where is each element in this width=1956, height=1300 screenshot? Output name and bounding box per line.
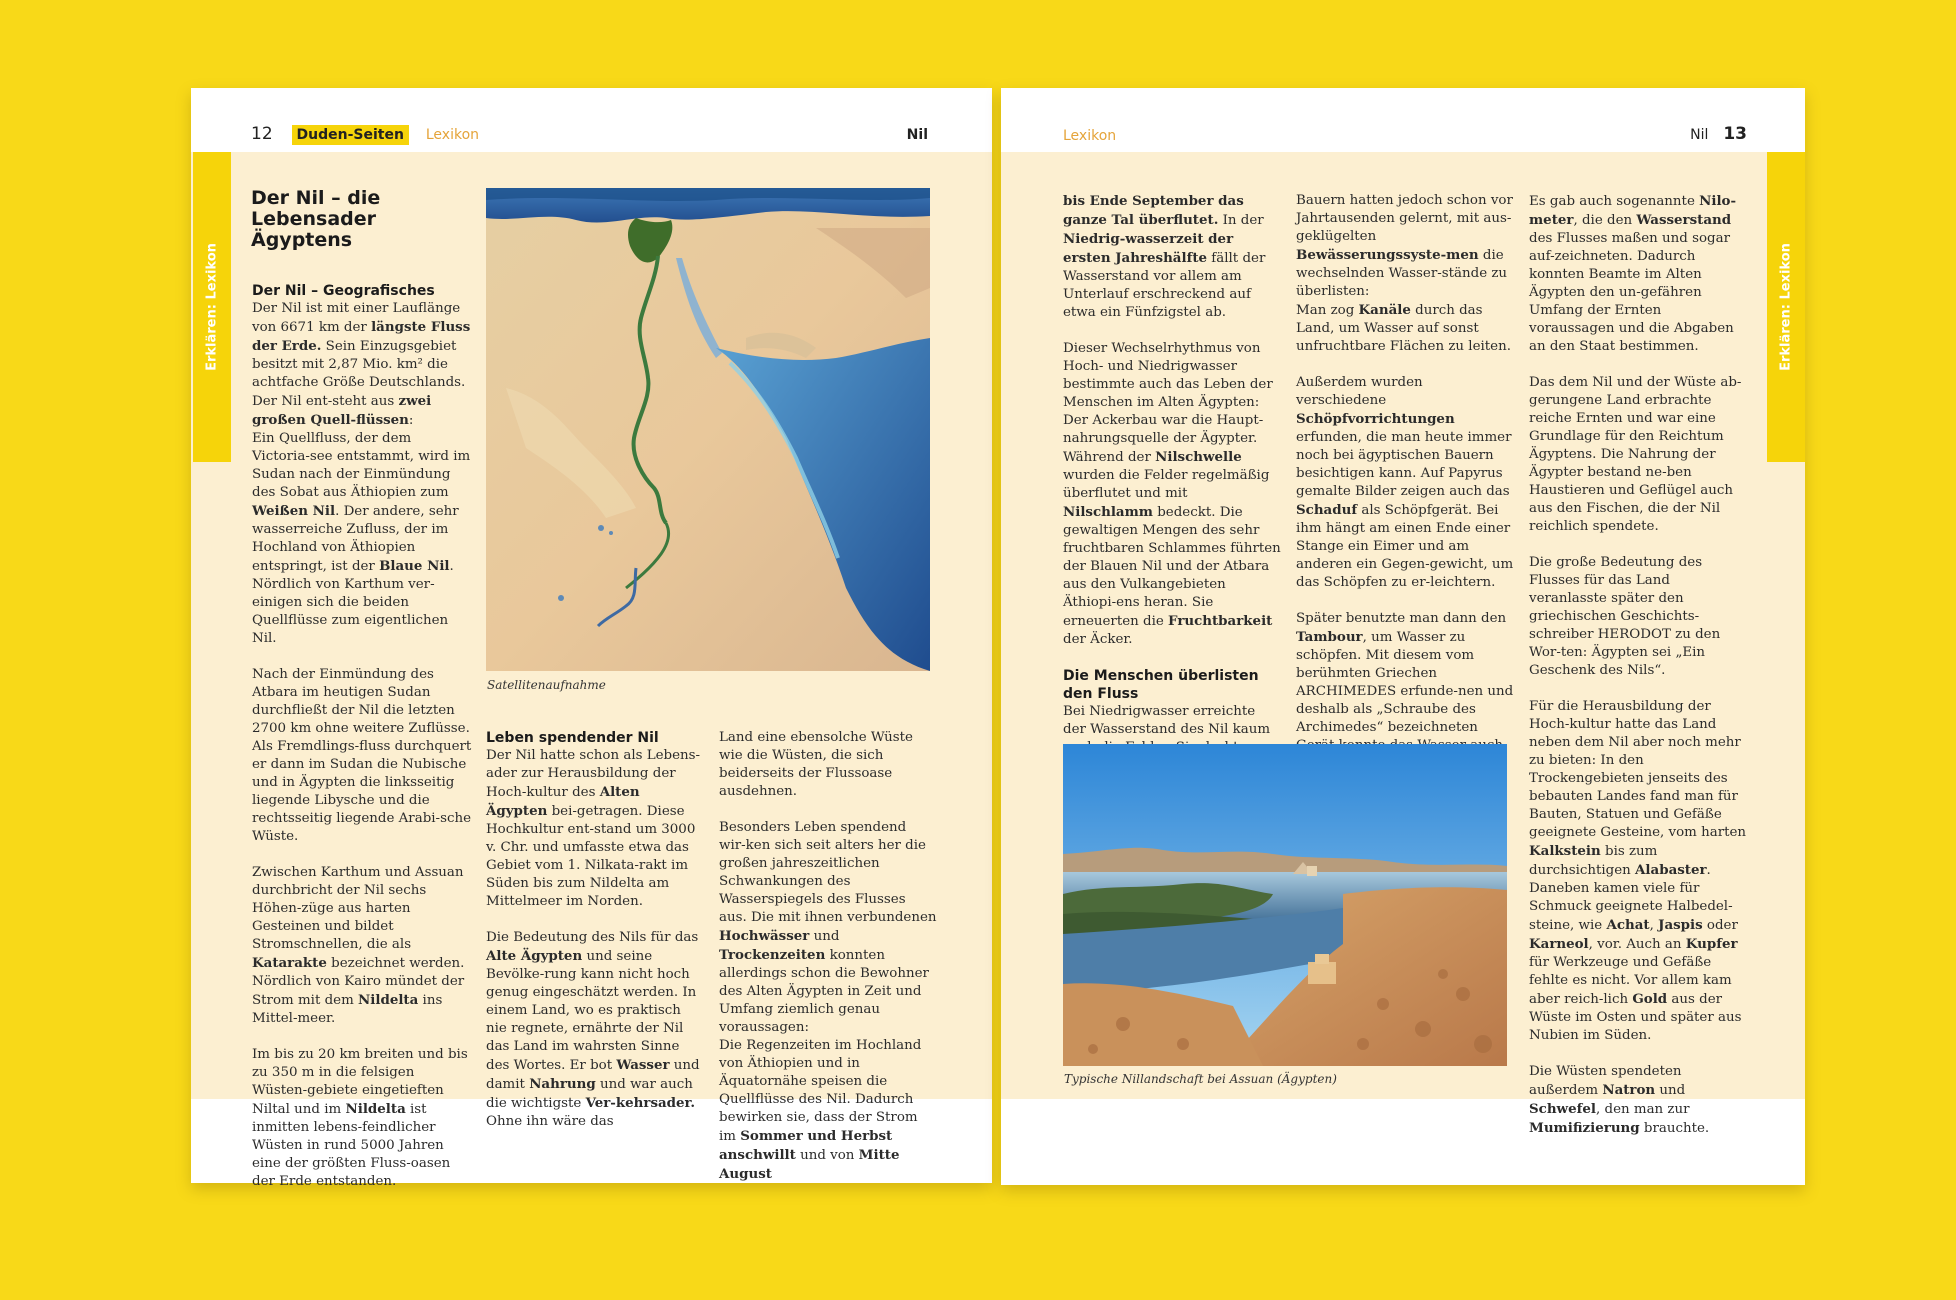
assuan-photo-caption: Typische Nillandschaft bei Assuan (Ägypten): [1064, 1072, 1337, 1086]
paragraph: Es gab auch sogenannte Nilo-meter, die den Wasserstand des Flusses maßen und sogar auf-zeichneten. Dadurch konnten Beamte im Alten Ägypten den un-gefähren Umfang der Ernten voraussagen und die Abgaben an den Staat bestimmen.: [1529, 193, 1737, 354]
right-section-label: Lexikon: [1063, 128, 1117, 144]
paragraph: Ein Quellfluss, der dem Victoria-see entstammt, wird im Sudan nach der Einmündung des Sobat aus Äthiopien zum Weißen Nil. Der andere, sehr wasserreiche Zufluss, der im Hochland von Äthiopien entspringt, ist der Blaue Nil. Nördlich von Karthum ver-einigen sich die beiden Quellflüsse zum eigentlichen Nil.: [252, 431, 471, 646]
left-column-3: [719, 729, 937, 1202]
paragraph: Außerdem wurden verschiedene Schöpfvorrichtungen erfunden, die man heute immer noch bei ägyptischen Bauern besichtigen kann. Auf Papyrus gemalte Bilder zeigen auch das Schaduf als Schöpfgerät. Bei ihm hängt am einen Ende einer Stange ein Eimer und am anderen ein Gegen-gewicht, um das Schöpfen zu er-leichtern.: [1296, 375, 1514, 590]
paragraph: Land eine ebensolche Wüste wie die Wüsten, die sich beiderseits der Flussoase ausdehnen.: [719, 730, 913, 799]
paragraph: Später benutzte man dann den Tambour, um Wasser zu schöpfen. Mit diesem vom berühmten Griechen ARCHIMEDES erfunde-nen und deshalb als „Schraube des Archimedes“ bezeichneten: [1296, 611, 1514, 735]
subheading-geografisches: Der Nil – Geografisches: [252, 283, 435, 299]
paragraph: bis Ende September das ganze Tal überflutet. In der Niedrig-wasserzeit der ersten Jahreshälfte fällt der Wasserstand vor allem am Unterlauf erschreckend auf etwa ein Fünfzigstel ab.: [1063, 193, 1266, 320]
assuan-photo: [1063, 744, 1507, 1066]
article-title: Der Nil – die Lebensader Ägyptens: [251, 187, 381, 251]
series-badge: Duden-Seiten: [292, 125, 409, 145]
satellite-image-graphic: [486, 188, 930, 671]
left-column-1: [252, 282, 472, 1209]
paragraph: Bauern hatten jedoch schon vor Jahrtausenden gelernt, mit aus-geklügelten Bewässerungssyste-men die wechselnden Wasser-stände zu überlisten: Man zog Kanäle durch das Land, um Wasser auf sonst unfruchtbare Flächen zu leiten.: [1296, 193, 1513, 354]
paragraph: Die große Bedeutung des Flusses für das Land veranlasste später den griechischen Geschichts-schreiber HERODOT zu den Wor-ten: Ägypten sei „Ein Geschenk des Nils“.: [1529, 555, 1721, 678]
left-side-tab-label: Erklären: Lexikon: [204, 243, 220, 371]
left-page-number: 12: [251, 124, 273, 144]
paragraph: Bei Niedrigwasser erreichte der Wasserstand des Nil kaum: [1063, 704, 1271, 737]
right-page-number: 13: [1723, 124, 1747, 144]
left-page: [191, 88, 992, 1189]
paragraph: Im bis zu 20 km breiten und bis zu 350 m in die felsigen Wüsten-gebiete eingetieften Niltal und im Nildelta ist inmitten lebens-feindlicher Wüsten in rund 5000 Jahren eine der größten Fluss-oasen der Erde entstanden.: [252, 1047, 468, 1189]
paragraph: Besonders Leben spendend wir-ken sich seit alters her die großen jahreszeitlichen Schwankungen des Wasserspiegels des Flusses aus. Die mit ihnen verbundenen Hochwässer und Trockenzeiten konnten allerdings schon die Bewohner des Alten Ägypten in Zeit und Umfang ziemlich genau voraussagen:: [719, 820, 937, 1035]
subheading-leben-spendender-nil: Leben spendender Nil: [486, 730, 659, 746]
paragraph: Nach der Einmündung des Atbara im heutigen Sudan durchfließt der Nil die letzten 2700 km ohne weitere Zuflüsse. Als Fremdlings-fluss durchquert er dann im Sudan die Nubische und in Ägypten die linksseitig liegende Libysche und die rechtsseitig liegende Arabi-sche Wüste.: [252, 667, 472, 844]
right-side-tab-label: Erklären: Lexikon: [1778, 243, 1794, 371]
right-side-tab: [1767, 152, 1805, 462]
paragraph: Der Nil hatte schon als Lebens-ader zur Herausbildung der Hoch-kultur des Alten Ägypten bei-getragen. Diese Hochkultur ent-stand um 3000 v. Chr. und umfasste etwa das Gebiet vom 1. Nilkata-rakt im Süden bis zum Nildelta am Mittelmeer im Norden.: [486, 748, 701, 909]
assuan-photo-graphic: [1063, 744, 1507, 1066]
left-page-header: [251, 124, 479, 144]
paragraph: Das dem Nil und der Wüste ab-gerungene Land erbrachte reiche Ernten und war eine Grundlage für den Reichtum Ägyptens. Die Nahrung der Ägypter bestand ne-ben Haustieren und Geflügel auch aus den Fischen, die der Nil reichlich spendete.: [1529, 375, 1742, 534]
right-page: [1001, 88, 1805, 1185]
paragraph: Zwischen Karthum und Assuan durchbricht der Nil sechs Höhen-züge aus harten Gesteinen und bildet Stromschnellen, die als Katarakte bezeichnet werden. Nördlich von Kairo mündet der Strom mit dem Nildelta ins Mittel-meer.: [252, 865, 465, 1026]
satellite-image: [486, 188, 930, 671]
left-topic-label: Nil: [906, 127, 928, 143]
right-column-3: [1529, 192, 1747, 1156]
subheading-menschen-ueberlisten: Die Menschen überlisten den Fluss: [1063, 668, 1259, 702]
right-page-header: [1690, 124, 1747, 144]
paragraph: Dieser Wechselrhythmus von Hoch- und Niedrigwasser bestimmte auch das Leben der Menschen im Alten Ägypten: Der Ackerbau war die Haupt-nahrungsquelle der Ägypter. Während der Nilschwelle wurden die Felder regelmäßig überflutet und mit Nilschlamm bedeckt. Die gewaltigen Mengen des sehr fruchtbaren Schlammes führten der Blauen Nil und der Atbara aus den Vulkangebieten Äthiopi-ens heran. Sie erneuerten die Fruchtbarkeit der Äcker.: [1063, 341, 1281, 647]
satellite-image-caption: Satellitenaufnahme: [487, 678, 606, 692]
paragraph: Die Wüsten spendeten außerdem Natron und Schwefel, den man zur Mumifizierung brauchte.: [1529, 1064, 1710, 1136]
paragraph: Die Bedeutung des Nils für das Alte Ägypten und seine Bevölke-rung kann nicht hoch genug eingeschätzt werden. In einem Land, wo es praktisch nie regnete, ernährte der Nil das Land im wahrsten Sinne des Wortes. Er bot Wasser und damit Nahrung und war auch die wichtigste Ver-kehrsader. Ohne ihn wäre das: [486, 930, 700, 1129]
left-side-tab: [193, 152, 231, 462]
left-column-2: [486, 729, 704, 1149]
right-column-1: [1063, 192, 1281, 811]
right-topic-label: Nil: [1690, 127, 1709, 143]
left-section-label: Lexikon: [425, 127, 480, 143]
right-column-2: [1296, 192, 1514, 809]
paragraph: Für die Herausbildung der Hoch-kultur hatte das Land neben dem Nil aber noch mehr zu bieten: In den Trockengebieten jenseits des bebauten Landes fand man für Bauten, Statuen und Gefäße geeignete Gesteine, vom harten Kalkstein bis zum durchsichtigen Alabaster. Daneben kamen viele für Schmuck geeignete Halbedel-steine, wie Achat, Jaspis oder Karneol, vor. Auch an Kupfer für Werkzeuge und Gefäße fehlte es nicht. Vor allem kam aber reich-lich Gold aus der Wüste im Osten und später aus Nubien im Süden.: [1529, 699, 1747, 1043]
paragraph: Die Regenzeiten im Hochland von Äthiopien und in Äquatornähe speisen die Quellflüsse des Nil. Dadurch bewirken sie, dass der Strom im Sommer und Herbst anschwillt und von Mitte August: [719, 1038, 922, 1182]
paragraph: Der Nil ist mit einer Lauflänge von 6671 km der längste Fluss der Erde. Sein Einzugsgebiet besitzt mit 2,87 Mio. km² die achtfache Größe Deutschlands. Der Nil ent-steht aus zwei großen Quell-flüssen:: [252, 301, 471, 428]
